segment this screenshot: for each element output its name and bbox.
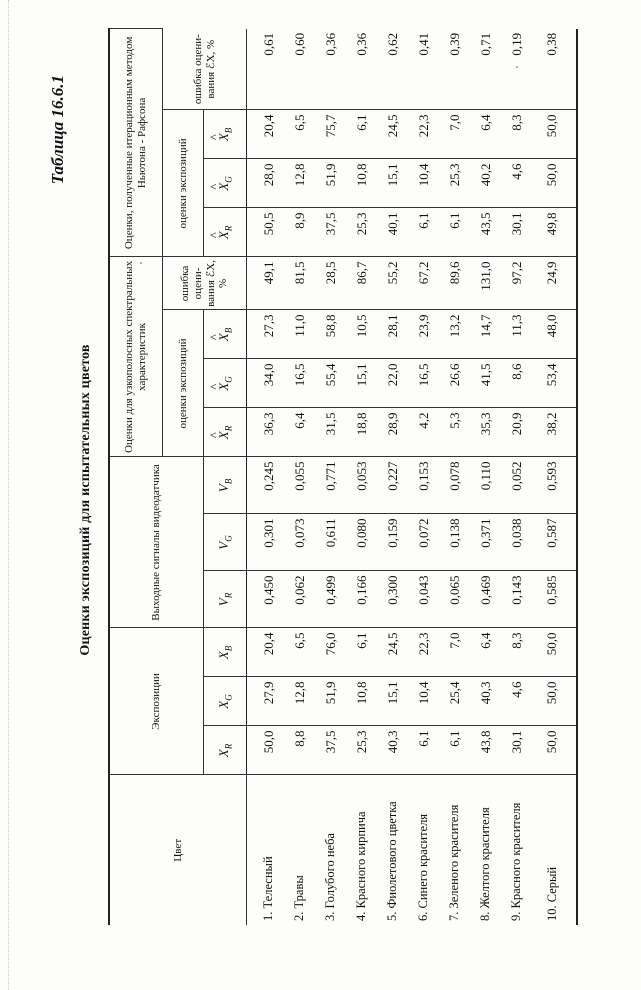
- cell-iter-xr: 50,5: [247, 208, 285, 257]
- cell-xb: 6,1: [346, 628, 377, 677]
- col-vr: $V_R$: [204, 571, 247, 628]
- cell-xr: 37,5: [315, 726, 346, 775]
- cell-xb: 24,5: [377, 628, 408, 677]
- header-signals: Выходные сигналы видеодатчика: [109, 457, 204, 628]
- cell-xb: 7,0: [439, 628, 470, 677]
- row-color-name: 7. Зеленого красителя: [447, 804, 461, 921]
- cell-iter-xg: 12,8: [284, 159, 315, 208]
- cell-xb: 6,4: [470, 628, 501, 677]
- col-xg: $X_G$: [204, 677, 247, 726]
- page-edge-dots: [8, 0, 9, 990]
- table-row: [501, 29, 532, 925]
- cell-narrow-xb: 10,5: [346, 310, 377, 359]
- header-narrow-exp-est: оценки экспозиций: [163, 310, 204, 457]
- table-row: [439, 29, 470, 925]
- row-color-name: 2. Травы: [292, 875, 306, 921]
- cell-narrow-xb: 48,0: [532, 310, 577, 359]
- cell-narrow-xr: 18,8: [346, 408, 377, 457]
- cell-iter-error: 0,60: [284, 29, 315, 110]
- cell-vg: 0,072: [408, 514, 439, 571]
- table-title: Оценки экспозиций для испытательных цветов: [78, 344, 93, 656]
- exposure-table: [108, 28, 578, 925]
- cell-xb: 6,5: [284, 628, 315, 677]
- cell-narrow-xb: 27,3: [247, 310, 285, 359]
- cell-xr: 50,0: [247, 726, 285, 775]
- table-row: [315, 29, 346, 925]
- header-color: Цвет: [109, 775, 247, 925]
- cell-xg: 50,0: [532, 677, 577, 726]
- cell-xb: 50,0: [532, 628, 577, 677]
- header-iter-exp-est: оценки экспозиций: [163, 110, 204, 257]
- cell-vb: 0,593: [532, 457, 577, 514]
- row-color-name: 9. Красного красителя: [509, 802, 523, 921]
- row-color-name: 6. Синего красителя: [416, 813, 430, 921]
- cell-xg: 15,1: [377, 677, 408, 726]
- cell-vb: 0,227: [377, 457, 408, 514]
- cell-vr: 0,166: [346, 571, 377, 628]
- cell-narrow-xb: 11,3: [501, 310, 532, 359]
- cell-vb: 0,055: [284, 457, 315, 514]
- cell-vr: 0,062: [284, 571, 315, 628]
- table-row: [247, 29, 285, 925]
- cell-iter-xg: 28,0: [247, 159, 285, 208]
- cell-vg: 0,138: [439, 514, 470, 571]
- rotated-page: [40, 32, 600, 955]
- cell-iter-xb: 22,3: [408, 110, 439, 159]
- cell-iter-xb: 50,0: [532, 110, 577, 159]
- row-color-name: 1. Телесный: [261, 856, 275, 921]
- cell-iter-xb: 6,4: [470, 110, 501, 159]
- col-narrow-xb-hat: ^ $X_B$: [204, 310, 247, 359]
- cell-narrow-xg: 8,6: [501, 359, 532, 408]
- table-row: [532, 29, 577, 925]
- cell-xb: 20,4: [247, 628, 285, 677]
- cell-vr: 0,043: [408, 571, 439, 628]
- header-narrowband: Оценки для узкополосных спектральных характеристик: [109, 257, 163, 457]
- cell-xg: 25,4: [439, 677, 470, 726]
- cell-vb: 0,078: [439, 457, 470, 514]
- cell-iter-xr: 6,1: [408, 208, 439, 257]
- cell-xr: 50,0: [532, 726, 577, 775]
- cell-narrow-error: 131,0: [470, 257, 501, 310]
- cell-narrow-xr: 4,2: [408, 408, 439, 457]
- cell-narrow-xr: 6,4: [284, 408, 315, 457]
- cell-vb: 0,052: [501, 457, 532, 514]
- cell-iter-xg: 4,6: [501, 159, 532, 208]
- row-color-name: 10. Серый: [532, 775, 577, 925]
- cell-iter-error: 0,38: [532, 29, 577, 110]
- cell-xb: 22,3: [408, 628, 439, 677]
- cell-narrow-xg: 53,4: [532, 359, 577, 408]
- cell-narrow-xb: 14,7: [470, 310, 501, 359]
- cell-narrow-xr: 35,3: [470, 408, 501, 457]
- table-row: [377, 29, 408, 925]
- cell-xb: 76,0: [315, 628, 346, 677]
- cell-iter-xg: 10,8: [346, 159, 377, 208]
- cell-iter-xr: 25,3: [346, 208, 377, 257]
- cell-narrow-xg: 15,1: [346, 359, 377, 408]
- cell-xg: 27,9: [247, 677, 285, 726]
- cell-xg: 4,6: [501, 677, 532, 726]
- cell-vr: 0,469: [470, 571, 501, 628]
- cell-xg: 10,8: [346, 677, 377, 726]
- cell-narrow-xg: 16,5: [408, 359, 439, 408]
- cell-xg: 12,8: [284, 677, 315, 726]
- cell-vg: 0,611: [315, 514, 346, 571]
- cell-iter-xg: 10,4: [408, 159, 439, 208]
- cell-iter-xg: 40,2: [470, 159, 501, 208]
- cell-narrow-xr: 5,3: [439, 408, 470, 457]
- cell-narrow-xg: 22,0: [377, 359, 408, 408]
- cell-vg: 0,073: [284, 514, 315, 571]
- cell-narrow-xg: 55,4: [315, 359, 346, 408]
- table-row: [284, 29, 315, 925]
- cell-iter-xb: 75,7: [315, 110, 346, 159]
- cell-narrow-error: 49,1: [247, 257, 285, 310]
- cell-narrow-xr: 28,9: [377, 408, 408, 457]
- cell-vg: 0,301: [247, 514, 285, 571]
- cell-xb: 8,3: [501, 628, 532, 677]
- cell-iter-xr: 37,5: [315, 208, 346, 257]
- header-iter-error: ошибка оцени-вания ℰX, %: [163, 29, 247, 110]
- cell-narrow-xb: 11,0: [284, 310, 315, 359]
- cell-xr: 40,3: [377, 726, 408, 775]
- cell-iter-xr: 6,1: [439, 208, 470, 257]
- cell-iter-xb: 24,5: [377, 110, 408, 159]
- cell-vg: 0,159: [377, 514, 408, 571]
- table-caption: Таблица 16.6.1: [48, 75, 67, 185]
- cell-vr: 0,300: [377, 571, 408, 628]
- cell-narrow-xb: 58,8: [315, 310, 346, 359]
- header-iterative: Оценки, полученные итерационным методом Ньютона - Рафсона: [109, 29, 163, 257]
- cell-iter-xr: 40,1: [377, 208, 408, 257]
- header-exposure: Экспозиции: [109, 628, 204, 775]
- cell-xg: 40,3: [470, 677, 501, 726]
- cell-xr: 43,8: [470, 726, 501, 775]
- row-color-name: 3. Голубого неба: [323, 833, 337, 921]
- cell-vr: 0,499: [315, 571, 346, 628]
- cell-iter-error: 0,61: [247, 29, 285, 110]
- cell-narrow-xr: 20,9: [501, 408, 532, 457]
- cell-iter-xg: 51,9: [315, 159, 346, 208]
- cell-vg: 0,080: [346, 514, 377, 571]
- cell-iter-xr: 30,1: [501, 208, 532, 257]
- cell-iter-xb: 20,4: [247, 110, 285, 159]
- cell-vb: 0,771: [315, 457, 346, 514]
- header-narrow-error: ошибка оцени-вания ℰX, %: [163, 257, 247, 310]
- cell-narrow-xg: 34,0: [247, 359, 285, 408]
- cell-vb: 0,153: [408, 457, 439, 514]
- table-row: [346, 29, 377, 925]
- cell-iter-xg: 15,1: [377, 159, 408, 208]
- cell-iter-error: 0,19: [501, 29, 532, 110]
- cell-iter-error: 0,36: [346, 29, 377, 110]
- col-iter-xb-hat: ^ $X_B$: [204, 110, 247, 159]
- cell-vg: 0,038: [501, 514, 532, 571]
- cell-narrow-xb: 28,1: [377, 310, 408, 359]
- col-narrow-xg-hat: ^ $X_G$: [204, 359, 247, 408]
- row-color-name: 8. Желтого красителя: [478, 807, 492, 921]
- cell-iter-error: 0,39: [439, 29, 470, 110]
- cell-iter-error: 0,62: [377, 29, 408, 110]
- col-narrow-xr-hat: ^ $X_R$: [204, 408, 247, 457]
- cell-vr: 0,450: [247, 571, 285, 628]
- row-color-name: 4. Красного кирпича: [354, 811, 368, 921]
- cell-narrow-error: 28,5: [315, 257, 346, 310]
- cell-iter-xg: 25,3: [439, 159, 470, 208]
- col-vb: $V_B$: [204, 457, 247, 514]
- cell-xr: 6,1: [408, 726, 439, 775]
- cell-vg: 0,587: [532, 514, 577, 571]
- cell-iter-error: 0,36: [315, 29, 346, 110]
- cell-narrow-xb: 13,2: [439, 310, 470, 359]
- cell-narrow-xr: 31,5: [315, 408, 346, 457]
- cell-iter-xr: 43,5: [470, 208, 501, 257]
- cell-iter-xb: 6,5: [284, 110, 315, 159]
- cell-xg: 51,9: [315, 677, 346, 726]
- cell-narrow-xr: 38,2: [532, 408, 577, 457]
- cell-iter-xb: 6,1: [346, 110, 377, 159]
- cell-narrow-xb: 23,9: [408, 310, 439, 359]
- cell-iter-error: 0,41: [408, 29, 439, 110]
- cell-narrow-xg: 26,6: [439, 359, 470, 408]
- cell-xr: 8,8: [284, 726, 315, 775]
- cell-iter-xb: 7,0: [439, 110, 470, 159]
- cell-narrow-xr: 36,3: [247, 408, 285, 457]
- cell-narrow-error: 81,5: [284, 257, 315, 310]
- cell-iter-error: 0,71: [470, 29, 501, 110]
- cell-narrow-xg: 41,5: [470, 359, 501, 408]
- cell-narrow-error: 86,7: [346, 257, 377, 310]
- cell-iter-xb: 8,3: [501, 110, 532, 159]
- cell-iter-xr: 49,8: [532, 208, 577, 257]
- col-xb: $X_B$: [204, 628, 247, 677]
- cell-vb: 0,110: [470, 457, 501, 514]
- cell-narrow-error: 97,2: [501, 257, 532, 310]
- cell-vr: 0,143: [501, 571, 532, 628]
- cell-vb: 0,245: [247, 457, 285, 514]
- cell-vg: 0,371: [470, 514, 501, 571]
- table-row: [408, 29, 439, 925]
- cell-narrow-error: 55,2: [377, 257, 408, 310]
- col-vg: $V_G$: [204, 514, 247, 571]
- cell-vb: 0,053: [346, 457, 377, 514]
- cell-xg: 10,4: [408, 677, 439, 726]
- cell-iter-xg: 50,0: [532, 159, 577, 208]
- col-xr: $X_R$: [204, 726, 247, 775]
- cell-narrow-error: 89,6: [439, 257, 470, 310]
- table-row: [470, 29, 501, 925]
- cell-vr: 0,585: [532, 571, 577, 628]
- cell-xr: 6,1: [439, 726, 470, 775]
- cell-narrow-error: 24,9: [532, 257, 577, 310]
- cell-narrow-xg: 16,5: [284, 359, 315, 408]
- cell-vr: 0,065: [439, 571, 470, 628]
- col-iter-xg-hat: ^ $X_G$: [204, 159, 247, 208]
- cell-narrow-error: 67,2: [408, 257, 439, 310]
- col-iter-xr-hat: ^ $X_R$: [204, 208, 247, 257]
- row-color-name: 5. Фиолетового цветка: [385, 801, 399, 921]
- cell-iter-xr: 8,9: [284, 208, 315, 257]
- cell-xr: 25,3: [346, 726, 377, 775]
- cell-xr: 30,1: [501, 726, 532, 775]
